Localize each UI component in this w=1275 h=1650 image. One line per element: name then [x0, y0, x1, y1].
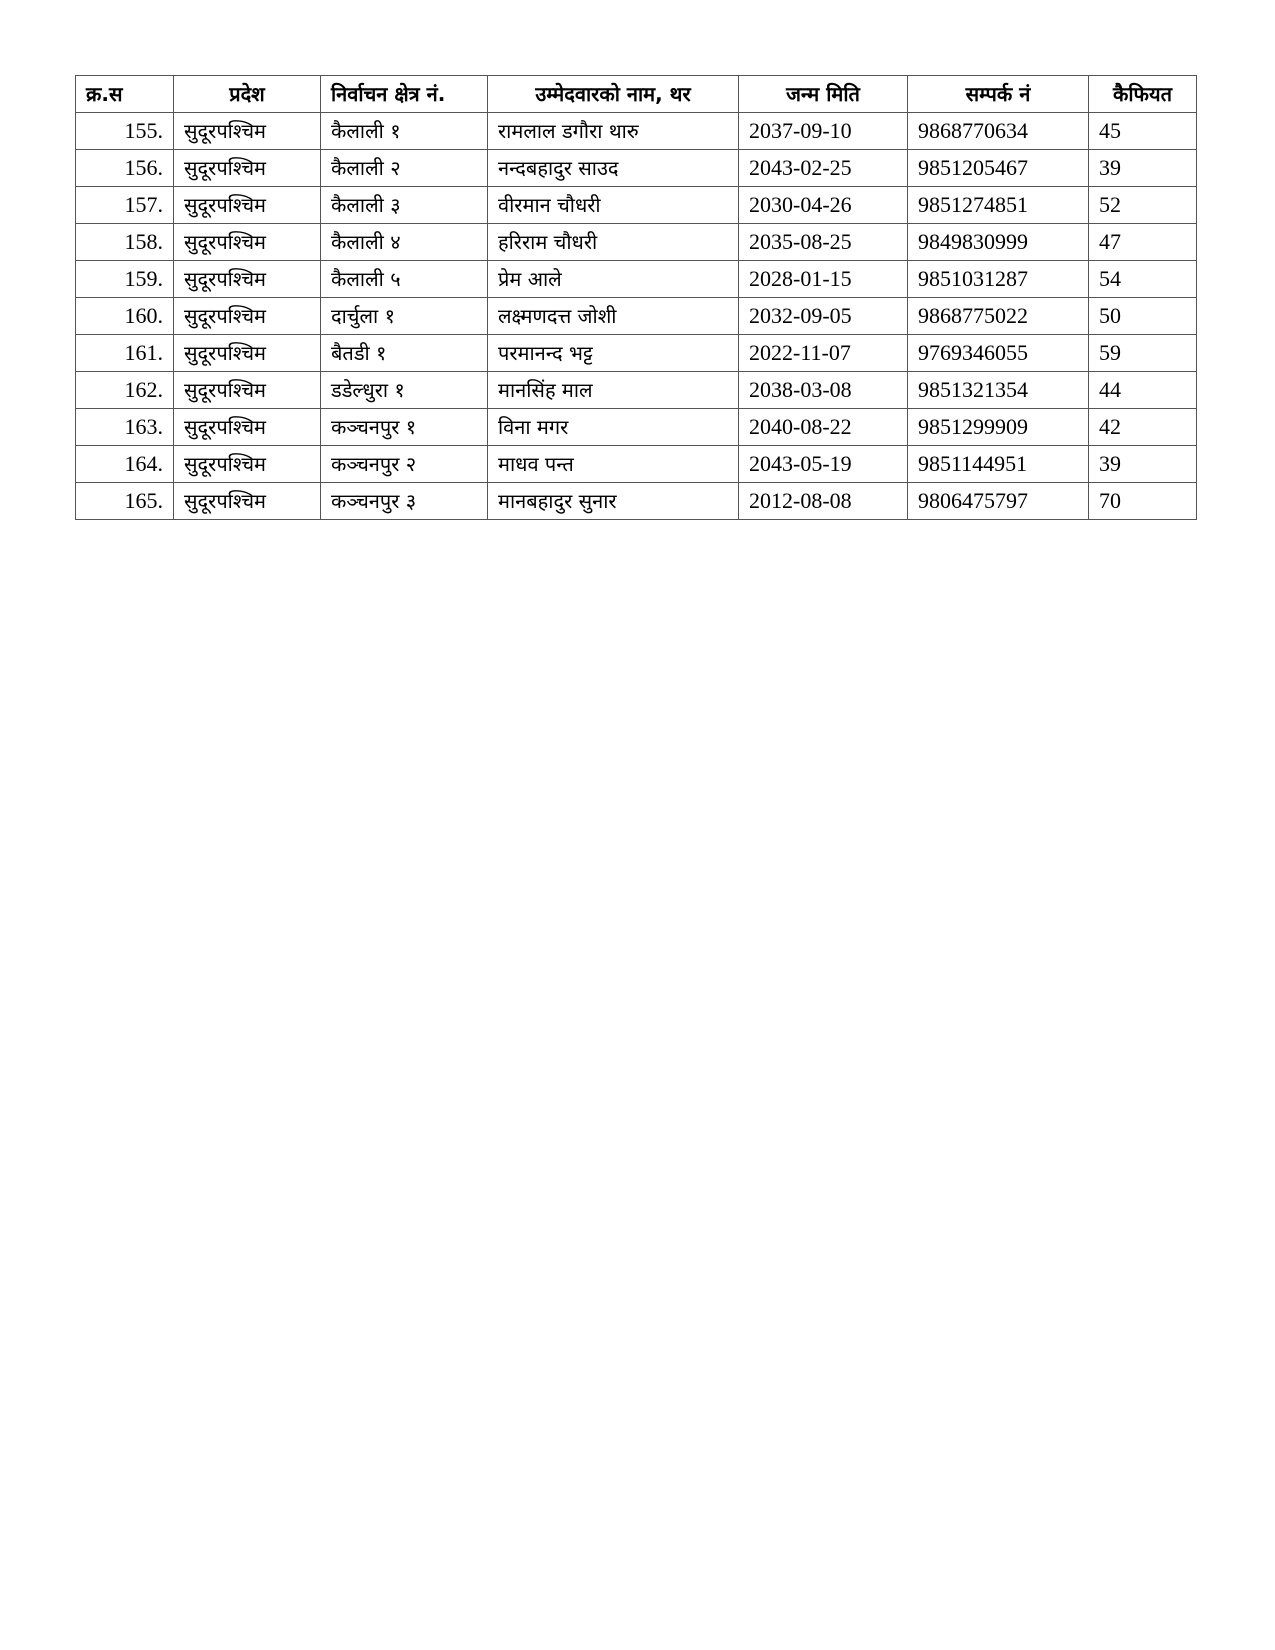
cell-serial-number: 158. [76, 224, 174, 261]
cell-province: सुदूरपश्चिम [174, 409, 321, 446]
cell-remarks: 47 [1089, 224, 1197, 261]
cell-province: सुदूरपश्चिम [174, 261, 321, 298]
cell-date-of-birth: 2035-08-25 [739, 224, 908, 261]
cell-serial-number: 159. [76, 261, 174, 298]
cell-candidate-name: प्रेम आले [488, 261, 739, 298]
cell-contact-number: 9851321354 [908, 372, 1089, 409]
cell-date-of-birth: 2037-09-10 [739, 113, 908, 150]
cell-contact-number: 9868770634 [908, 113, 1089, 150]
cell-province: सुदूरपश्चिम [174, 224, 321, 261]
cell-serial-number: 157. [76, 187, 174, 224]
cell-contact-number: 9851299909 [908, 409, 1089, 446]
table-row [76, 224, 1197, 261]
cell-date-of-birth: 2030-04-26 [739, 187, 908, 224]
cell-contact-number: 9849830999 [908, 224, 1089, 261]
cell-date-of-birth: 2043-05-19 [739, 446, 908, 483]
cell-contact-number: 9806475797 [908, 483, 1089, 520]
cell-candidate-name: मानबहादुर सुनार [488, 483, 739, 520]
cell-serial-number: 162. [76, 372, 174, 409]
table-header [76, 76, 1197, 113]
header-serial-number: क्र.स [76, 76, 174, 113]
header-date-of-birth: जन्म मिति [739, 76, 908, 113]
cell-province: सुदूरपश्चिम [174, 150, 321, 187]
cell-constituency: कैलाली १ [321, 113, 488, 150]
cell-constituency: डडेल्धुरा १ [321, 372, 488, 409]
cell-date-of-birth: 2012-08-08 [739, 483, 908, 520]
cell-date-of-birth: 2043-02-25 [739, 150, 908, 187]
cell-remarks: 45 [1089, 113, 1197, 150]
cell-contact-number: 9868775022 [908, 298, 1089, 335]
cell-candidate-name: विना मगर [488, 409, 739, 446]
cell-date-of-birth: 2032-09-05 [739, 298, 908, 335]
cell-date-of-birth: 2022-11-07 [739, 335, 908, 372]
table-row [76, 335, 1197, 372]
table-row [76, 446, 1197, 483]
cell-province: सुदूरपश्चिम [174, 298, 321, 335]
cell-remarks: 70 [1089, 483, 1197, 520]
header-province: प्रदेश [174, 76, 321, 113]
cell-remarks: 44 [1089, 372, 1197, 409]
cell-serial-number: 164. [76, 446, 174, 483]
cell-contact-number: 9769346055 [908, 335, 1089, 372]
table-row [76, 298, 1197, 335]
cell-province: सुदूरपश्चिम [174, 335, 321, 372]
table-row [76, 187, 1197, 224]
header-candidate-name: उम्मेदवारको नाम, थर [488, 76, 739, 113]
cell-serial-number: 155. [76, 113, 174, 150]
cell-remarks: 52 [1089, 187, 1197, 224]
cell-remarks: 39 [1089, 446, 1197, 483]
table-row [76, 113, 1197, 150]
cell-constituency: दार्चुला १ [321, 298, 488, 335]
table-row [76, 409, 1197, 446]
cell-constituency: कञ्चनपुर ३ [321, 483, 488, 520]
cell-candidate-name: वीरमान चौधरी [488, 187, 739, 224]
cell-candidate-name: परमानन्द भट्ट [488, 335, 739, 372]
cell-serial-number: 165. [76, 483, 174, 520]
cell-province: सुदूरपश्चिम [174, 483, 321, 520]
cell-constituency: कैलाली ४ [321, 224, 488, 261]
table-row [76, 372, 1197, 409]
cell-constituency: बैतडी १ [321, 335, 488, 372]
cell-contact-number: 9851205467 [908, 150, 1089, 187]
cell-candidate-name: माधव पन्त [488, 446, 739, 483]
cell-constituency: कैलाली २ [321, 150, 488, 187]
cell-remarks: 59 [1089, 335, 1197, 372]
header-row [76, 76, 1197, 113]
cell-constituency: कञ्चनपुर २ [321, 446, 488, 483]
cell-candidate-name: लक्ष्मणदत्त जोशी [488, 298, 739, 335]
cell-constituency: कैलाली ५ [321, 261, 488, 298]
candidate-table [75, 75, 1197, 520]
cell-remarks: 42 [1089, 409, 1197, 446]
cell-serial-number: 156. [76, 150, 174, 187]
cell-date-of-birth: 2028-01-15 [739, 261, 908, 298]
cell-candidate-name: रामलाल डगौरा थारु [488, 113, 739, 150]
table-row [76, 483, 1197, 520]
cell-remarks: 54 [1089, 261, 1197, 298]
cell-constituency: कैलाली ३ [321, 187, 488, 224]
cell-date-of-birth: 2040-08-22 [739, 409, 908, 446]
table-row [76, 261, 1197, 298]
header-remarks: कैफियत [1089, 76, 1197, 113]
cell-contact-number: 9851144951 [908, 446, 1089, 483]
cell-remarks: 39 [1089, 150, 1197, 187]
cell-remarks: 50 [1089, 298, 1197, 335]
cell-contact-number: 9851274851 [908, 187, 1089, 224]
cell-serial-number: 160. [76, 298, 174, 335]
cell-contact-number: 9851031287 [908, 261, 1089, 298]
header-constituency: निर्वाचन क्षेत्र नं. [321, 76, 488, 113]
cell-candidate-name: मानसिंह माल [488, 372, 739, 409]
cell-serial-number: 161. [76, 335, 174, 372]
table-body [76, 113, 1197, 520]
cell-candidate-name: नन्दबहादुर साउद [488, 150, 739, 187]
cell-province: सुदूरपश्चिम [174, 372, 321, 409]
cell-constituency: कञ्चनपुर १ [321, 409, 488, 446]
cell-candidate-name: हरिराम चौधरी [488, 224, 739, 261]
header-contact-number: सम्पर्क नं [908, 76, 1089, 113]
cell-province: सुदूरपश्चिम [174, 187, 321, 224]
cell-date-of-birth: 2038-03-08 [739, 372, 908, 409]
cell-province: सुदूरपश्चिम [174, 113, 321, 150]
cell-serial-number: 163. [76, 409, 174, 446]
table-row [76, 150, 1197, 187]
cell-province: सुदूरपश्चिम [174, 446, 321, 483]
